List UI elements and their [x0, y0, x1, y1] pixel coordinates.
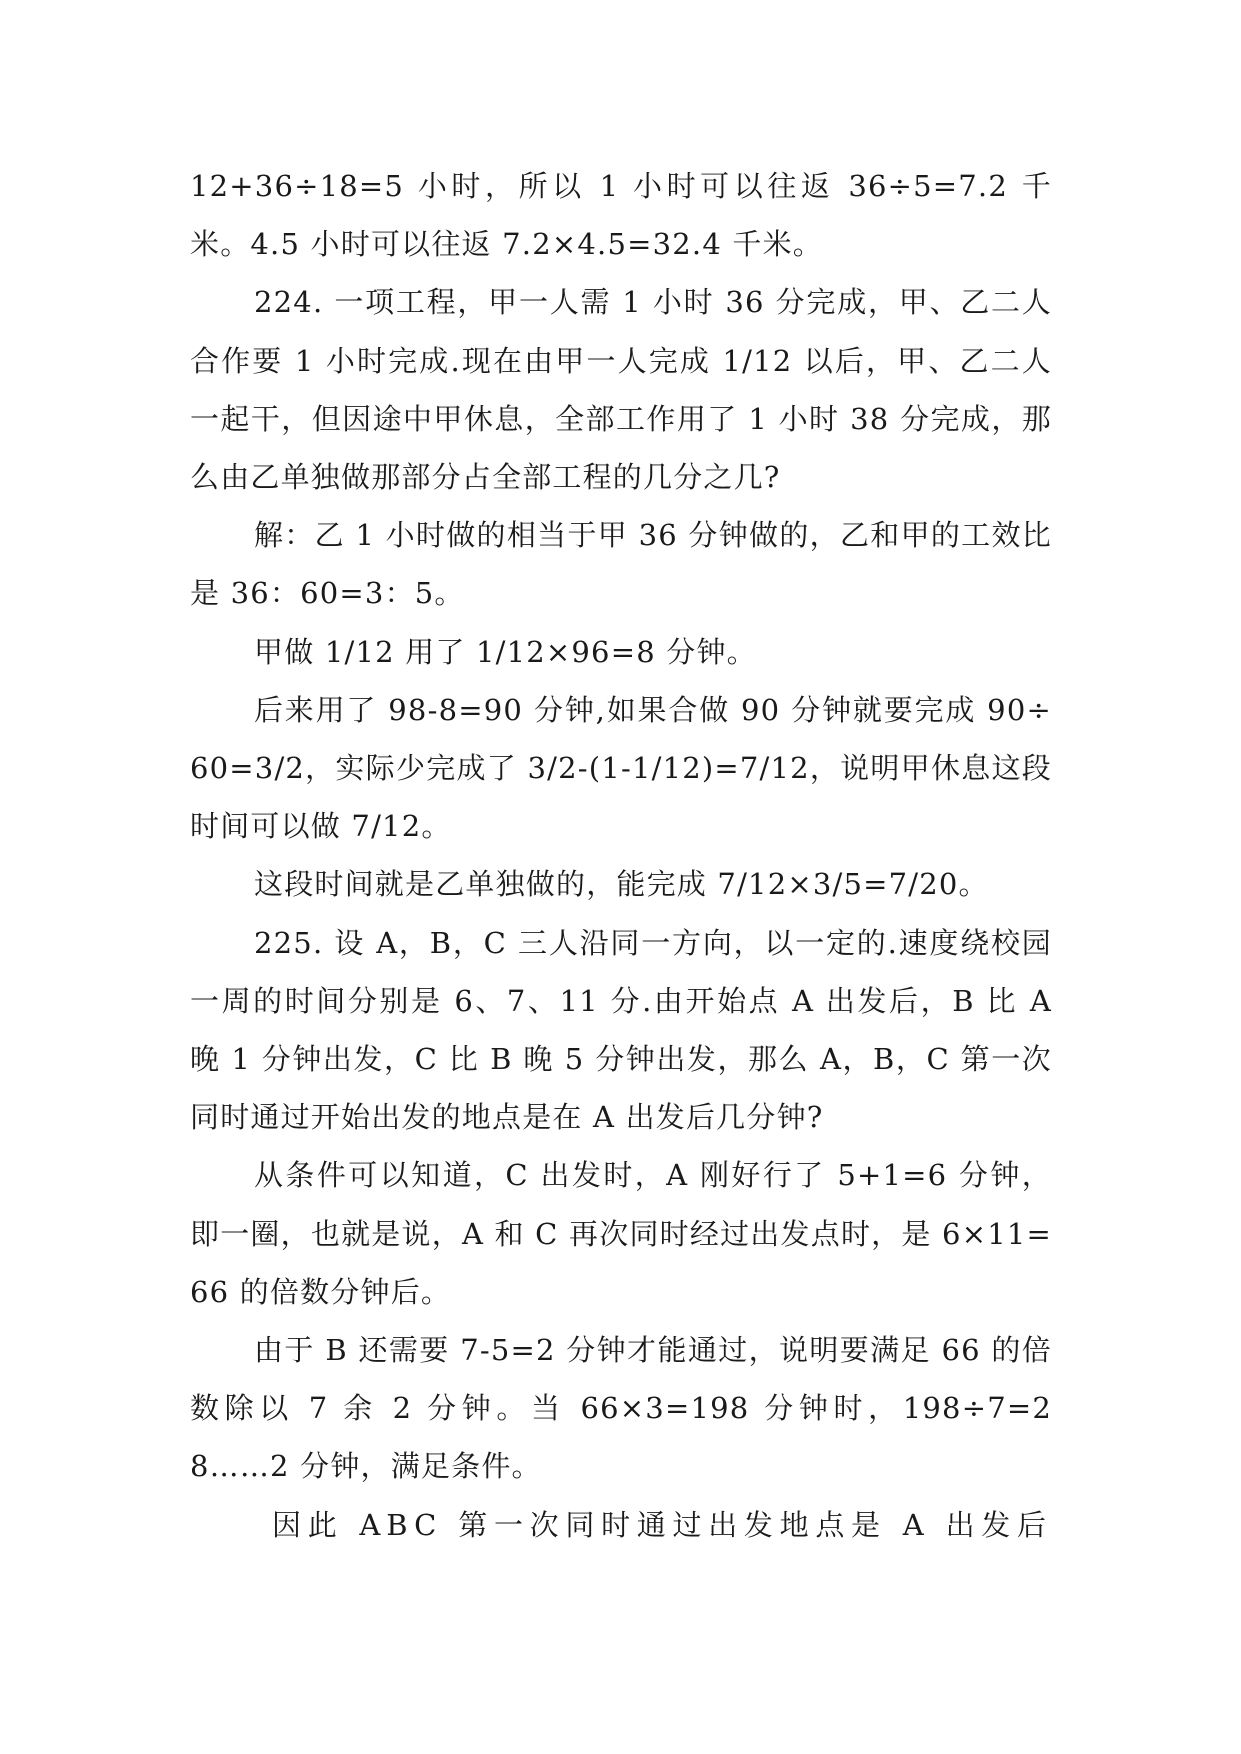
document-body	[190, 157, 1052, 1554]
paragraph-1: 12+36÷18=5 小时，所以 1 小时可以往返 36÷5=7.2 千米。4.5 小时可以往返 7.2×4.5=32.4 千米。	[190, 169, 1052, 262]
problem-224-solution-3: 后来用了 98-8=90 分钟,如果合做 90 分钟就要完成 90÷60=3/2，实际少完成了 3/2-(1-1/12)=7/12，说明甲休息这段时间可以做 7/12。	[190, 692, 1052, 844]
problem-224-solution-4: 这段时间就是乙单独做的，能完成 7/12×3/5=7/20。	[254, 867, 989, 902]
problem-224-solution-2: 甲做 1/12 用了 1/12×96=8 分钟。	[254, 634, 757, 669]
problem-224-question: 224. 一项工程，甲一人需 1 小时 36 分完成，甲、乙二人合作要 1 小时完成.现在由甲一人完成 1/12 以后，甲、乙二人一起干，但因途中甲休息，全部工作用了 1 小时 38 分完成，那么由乙单独做那部分占全部工程的几分之几?	[190, 285, 1052, 495]
problem-225-solution-2: 由于 B 还需要 7-5=2 分钟才能通过，说明要满足 66 的倍数除以 7 余 2 分钟。当 66×3=198 分钟时，198÷7=28……2 分钟，满足条件。	[190, 1333, 1052, 1484]
problem-225-question: 225. 设 A，B，C 三人沿同一方向，以一定的.速度绕校园一周的时间分别是 6、7、11 分.由开始点 A 出发后，B 比 A 晚 1 分钟出发，C 比 B 晚 5 分钟出发，那么 A，B，C 第一次同时通过开始出发的地点是在 A 出发后几分钟?	[190, 925, 1052, 1135]
problem-225-solution-1: 从条件可以知道，C 出发时，A 刚好行了 5+1=6 分钟，即一圈，也就是说，A 和 C 再次同时经过出发点时，是 6×11=66 的倍数分钟后。	[190, 1158, 1052, 1309]
problem-224-solution-1: 解：乙 1 小时做的相当于甲 36 分钟做的，乙和甲的工效比是 36：60=3：5。	[190, 518, 1052, 611]
problem-225-solution-3: 因此 ABC 第一次同时通过出发地点是 A 出发后	[272, 1507, 1052, 1542]
